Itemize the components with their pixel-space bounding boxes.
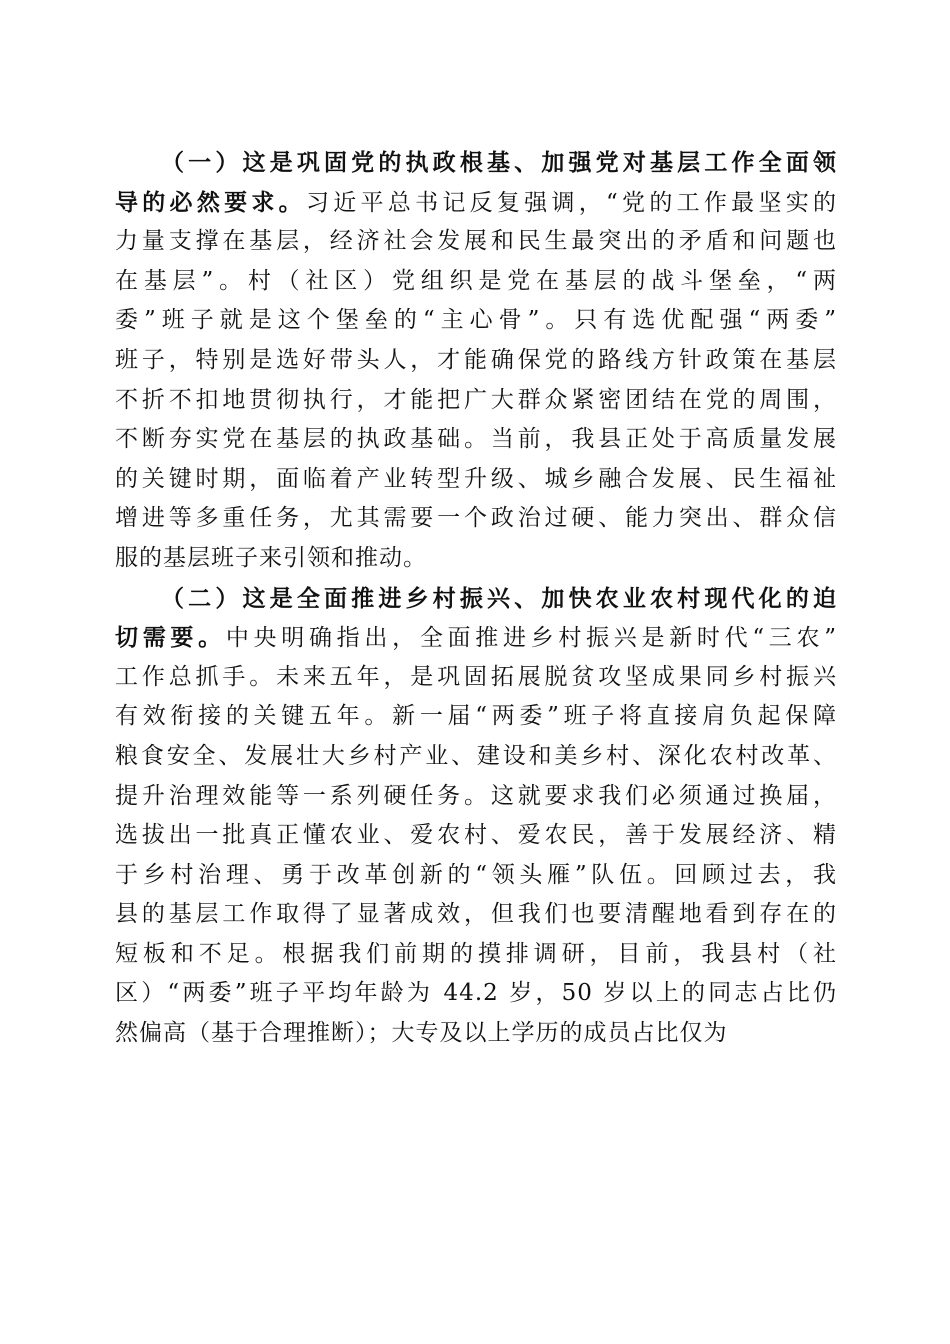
body-text: 增进等多重任务，尤其需要一个政治过硬、能力突出、群众信 (115, 505, 837, 532)
text-line (115, 777, 837, 817)
text-line (115, 222, 837, 262)
bold-heading-text: 切需要。 (115, 624, 226, 652)
body-text: 不折不扣地贯彻执行，才能把广大群众紧密团结在党的周围， (115, 386, 837, 413)
text-line (115, 420, 837, 460)
body-text: 于乡村治理、勇于改革创新的“领头雁”队伍。回顾过去，我 (115, 861, 837, 888)
text-line (115, 737, 837, 777)
body-text: 不断夯实党在基层的执政基础。当前，我县正处于高质量发展 (115, 426, 837, 453)
text-line (115, 381, 837, 421)
body-text: 力量支撑在基层，经济社会发展和民生最突出的矛盾和问题也 (115, 228, 837, 255)
body-text: 短板和不足。根据我们前期的摸排调研，目前，我县村（社 (115, 940, 837, 967)
body-text: 班子，特别是选好带头人，才能确保党的路线方针政策在基层 (115, 346, 837, 373)
text-line (115, 856, 837, 896)
body-text: 委”班子就是这个堡垒的“主心骨”。只有选优配强“两委” (115, 307, 837, 334)
text-line (115, 183, 837, 223)
bold-heading-text: （二）这是全面推进乡村振兴、加快农业农村现代化的迫 (161, 584, 837, 612)
body-text: 中央明确指出，全面推进乡村振兴是新时代“三农” (225, 625, 837, 652)
text-line (115, 895, 837, 935)
bold-heading-text: 导的必然要求。 (115, 188, 306, 216)
text-line (115, 341, 837, 381)
text-line (115, 460, 837, 500)
text-line (115, 539, 837, 579)
text-line (115, 974, 837, 1014)
paragraph-1 (115, 143, 837, 579)
body-text: 服的基层班子来引领和推动。 (115, 544, 427, 571)
body-text: 的关键时期，面临着产业转型升级、城乡融合发展、民生福祉 (115, 465, 837, 492)
body-text: 粮食安全、发展壮大乡村产业、建设和美乡村、深化农村改革、 (115, 742, 837, 769)
body-text: 区）“两委”班子平均年龄为 44.2 岁，50 岁以上的同志占比仍 (115, 980, 837, 1007)
text-line (115, 262, 837, 302)
body-text: 县的基层工作取得了显著成效，但我们也要清醒地看到存在的 (115, 901, 837, 928)
text-line (115, 697, 837, 737)
document-body (115, 143, 837, 1054)
text-line (115, 143, 837, 183)
paragraph-2 (115, 579, 837, 1054)
body-text: 选拔出一批真正懂农业、爱农村、爱农民，善于发展经济、精 (115, 822, 837, 849)
text-line (115, 301, 837, 341)
body-text: 在基层”。村（社区）党组织是党在基层的战斗堡垒，“两 (115, 267, 837, 294)
text-line (115, 499, 837, 539)
body-text: 提升治理效能等一系列硬任务。这就要求我们必须通过换届， (115, 782, 837, 809)
text-line (115, 1014, 837, 1054)
text-line (115, 618, 837, 658)
bold-heading-text: （一）这是巩固党的执政根基、加强党对基层工作全面领 (161, 149, 837, 176)
body-text: 有效衔接的关键五年。新一届“两委”班子将直接肩负起保障 (115, 703, 837, 730)
body-text: 工作总抓手。未来五年，是巩固拓展脱贫攻坚成果同乡村振兴 (115, 663, 837, 690)
body-text: 然偏高（基于合理推断）；大专及以上学历的成员占比仅为 (115, 1020, 728, 1047)
body-text: 习近平总书记反复强调，“党的工作最坚实的 (305, 189, 837, 216)
text-line (115, 579, 837, 619)
text-line (115, 658, 837, 698)
text-line (115, 935, 837, 975)
text-line (115, 816, 837, 856)
